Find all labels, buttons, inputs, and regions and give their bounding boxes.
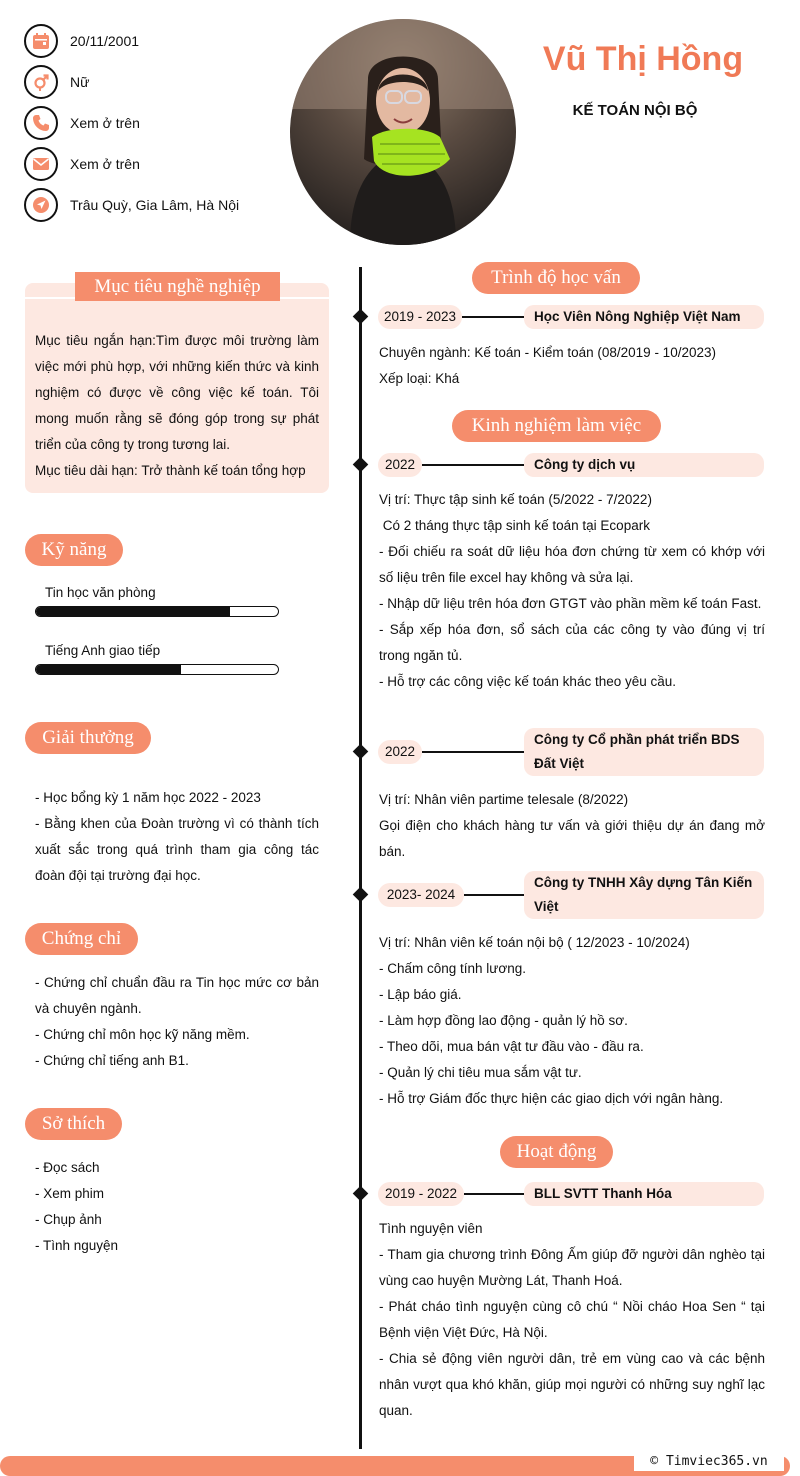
gender-text: Nữ	[70, 73, 90, 90]
timeline-connector	[464, 894, 524, 896]
job-line: - Lập báo giá.	[379, 987, 462, 1002]
timeline-marker	[353, 457, 369, 473]
footer-credit: © Timviec365.vn	[634, 1453, 784, 1471]
job-company: Công ty Cổ phần phát triển BDS Đất Việt	[524, 728, 764, 776]
job-line: - Quản lý chi tiêu mua sắm vật tư.	[379, 1065, 582, 1080]
job-line: Vị trí: Nhân viên partime telesale (8/2022)	[379, 792, 629, 807]
job-line: Vị trí: Nhân viên kế toán nội bộ ( 12/2023 - 10/2024)	[379, 935, 690, 950]
timeline-connector	[462, 316, 524, 318]
hobby-item: - Chụp ảnh	[35, 1212, 102, 1227]
skill-bar-fill	[36, 607, 230, 616]
activity-line: - Tham gia chương trình Đông Ấm giúp đỡ người dân nghèo tại vùng cao huyện Mường Lát, Thanh Hoá.	[379, 1247, 765, 1288]
calendar-icon	[24, 24, 58, 58]
education-line: Chuyên ngành: Kế toán - Kiểm toán (08/2019 - 10/2023)	[379, 345, 716, 360]
job-year: 2022	[378, 453, 422, 477]
timeline-connector	[422, 464, 524, 466]
skill-bar	[35, 606, 279, 617]
timeline-connector	[422, 751, 524, 753]
job-line: Vị trí: Thực tập sinh kế toán (5/2022 - 7/2022)	[379, 492, 652, 507]
job-line: - Làm hợp đồng lao động - quản lý hồ sơ.	[379, 1013, 628, 1028]
activity-year: 2019 - 2022	[378, 1182, 464, 1206]
timeline-marker	[353, 887, 369, 903]
certificate-item: - Chứng chỉ chuẩn đầu ra Tin học mức cơ bản và chuyên ngành.	[35, 975, 319, 1016]
education-details	[379, 340, 765, 392]
hobbies-list	[35, 1155, 319, 1259]
hobby-item: - Xem phim	[35, 1186, 105, 1201]
contact-address	[24, 184, 284, 225]
skill-name: Tin học văn phòng	[45, 585, 156, 600]
job-line: Gọi điện cho khách hàng tư vấn và giới thiệu dự án đang mở bán.	[379, 818, 765, 859]
hobby-item: - Đọc sách	[35, 1160, 100, 1175]
timeline-marker	[353, 309, 369, 325]
experience-heading: Kinh nghiệm làm việc	[452, 410, 661, 442]
email-icon	[24, 147, 58, 181]
education-year: 2019 - 2023	[378, 305, 462, 329]
objective-text	[35, 328, 319, 484]
job-line: - Đối chiếu ra soát dữ liệu hóa đơn chứng từ xem có khớp với số liệu trên file excel hay không và sửa lại.	[379, 544, 765, 585]
award-item: - Bằng khen của Đoàn trường vì có thành tích xuất sắc trong quá trình tham gia công tác đoàn đội tại trường đại học.	[35, 816, 319, 883]
timeline-marker	[353, 744, 369, 760]
phone-icon	[24, 106, 58, 140]
contact-gender	[24, 61, 284, 102]
job-line: - Hỗ trợ Giám đốc thực hiện các giao dịch với ngân hàng.	[379, 1091, 724, 1106]
certificates-list	[35, 970, 319, 1074]
phone-text: Xem ở trên	[70, 114, 140, 131]
activity-org: BLL SVTT Thanh Hóa	[524, 1182, 764, 1206]
job-line: - Hỗ trợ các công việc kế toán khác theo yêu cầu.	[379, 674, 677, 689]
education-school: Học Viên Nông Nghiệp Việt Nam	[524, 305, 764, 329]
job-details	[379, 487, 765, 695]
hobby-item: - Tình nguyện	[35, 1238, 119, 1253]
awards-list	[35, 785, 319, 889]
objective-short-term: Mục tiêu ngắn hạn:Tìm được môi trường làm việc mới phù hợp, với những kiến thức và kinh nghiệm có được về công việc kế toán. Tôi mong muốn rằng sẽ đóng góp trong sự phát triển của công ty trong tương lai.	[35, 333, 319, 452]
job-line: - Sắp xếp hóa đơn, sổ sách của các công ty vào đúng vị trí trong ngăn tủ.	[379, 622, 765, 663]
job-details	[379, 930, 765, 1112]
activity-line: Tình nguyện viên	[379, 1221, 483, 1236]
activities-heading: Hoạt động	[500, 1136, 613, 1168]
location-icon	[24, 188, 58, 222]
awards-heading: Giải thưởng	[25, 722, 151, 754]
education-heading: Trình độ học vấn	[472, 262, 640, 294]
job-details	[379, 787, 765, 865]
activity-line: - Chia sẻ động viên người dân, trẻ em vùng cao và các bệnh nhân vượt qua khó khăn, giúp mọi người có những suy nghĩ lạc quan.	[379, 1351, 765, 1418]
timeline-line	[359, 267, 362, 1449]
objective-long-term: Mục tiêu dài hạn: Trở thành kế toán tổng hợp	[35, 463, 306, 478]
skill-bar	[35, 664, 279, 675]
job-line: Có 2 tháng thực tập sinh kế toán tại Ecopark	[379, 518, 650, 533]
job-year: 2022	[378, 740, 422, 764]
job-line: - Theo dõi, mua bán vật tư đầu vào - đầu ra.	[379, 1039, 644, 1054]
skills-heading: Kỹ năng	[25, 534, 123, 566]
education-line: Xếp loại: Khá	[379, 371, 460, 386]
gender-icon	[24, 65, 58, 99]
email-text: Xem ở trên	[70, 155, 140, 172]
hobbies-heading: Sở thích	[25, 1108, 122, 1140]
profile-photo	[290, 19, 516, 245]
activity-line: - Phát cháo tình nguyện cùng cô chú “ Nồi cháo Hoa Sen “ tại Bệnh viện Việt Đức, Hà Nội.	[379, 1299, 765, 1340]
objective-heading: Mục tiêu nghề nghiệp	[75, 272, 280, 301]
job-company: Công ty dịch vụ	[524, 453, 764, 477]
job-company: Công ty TNHH Xây dựng Tân Kiến Việt	[524, 871, 764, 919]
timeline-connector	[464, 1193, 524, 1195]
contact-birthday	[24, 20, 284, 61]
activity-details	[379, 1216, 765, 1424]
contact-list	[24, 20, 284, 225]
job-line: - Nhập dữ liệu trên hóa đơn GTGT vào phần mềm kế toán Fast.	[379, 596, 762, 611]
birthday-text: 20/11/2001	[70, 32, 140, 49]
job-title: KẾ TOÁN NỘI BỘ	[572, 102, 698, 119]
certificates-heading: Chứng chỉ	[25, 923, 138, 955]
contact-phone	[24, 102, 284, 143]
certificate-item: - Chứng chỉ môn học kỹ năng mềm.	[35, 1027, 250, 1042]
skill-bar-fill	[36, 665, 181, 674]
job-year: 2023- 2024	[378, 883, 464, 907]
timeline-marker	[353, 1186, 369, 1202]
job-line: - Chấm công tính lương.	[379, 961, 526, 976]
award-item: - Học bổng kỳ 1 năm học 2022 - 2023	[35, 790, 261, 805]
person-name: Vũ Thị Hồng	[542, 40, 744, 78]
contact-email	[24, 143, 284, 184]
skill-name: Tiếng Anh giao tiếp	[45, 643, 161, 658]
address-text: Trâu Quỳ, Gia Lâm, Hà Nội	[70, 196, 240, 213]
certificate-item: - Chứng chỉ tiếng anh B1.	[35, 1053, 189, 1068]
